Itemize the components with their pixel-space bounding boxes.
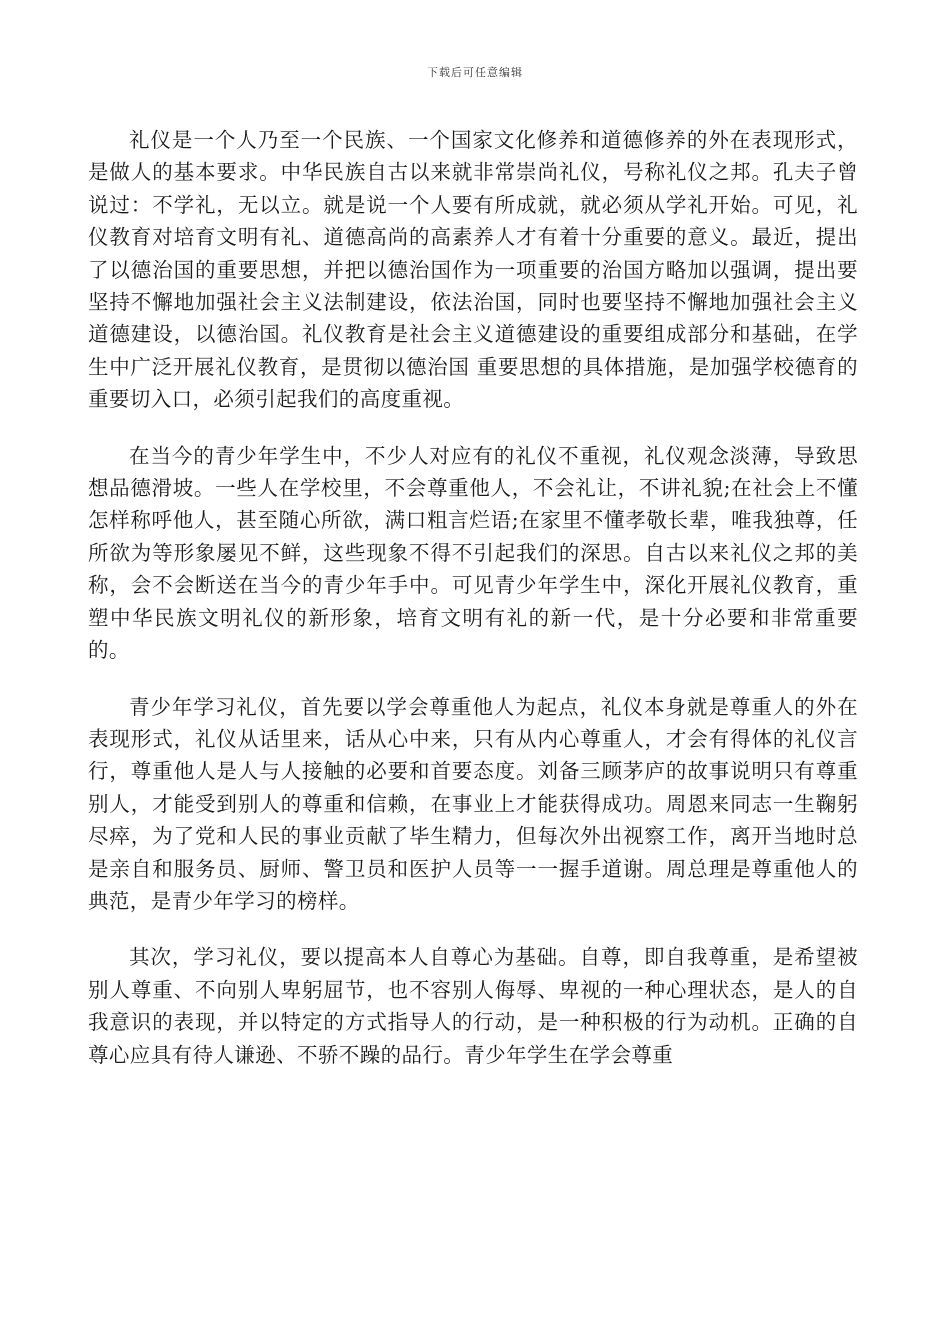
page-header-note: 下载后可任意编辑 bbox=[427, 66, 523, 79]
paragraph-1: 礼仪是一个人乃至一个民族、一个国家文化修养和道德修养的外在表现形式，是做人的基本要求。中华民族自古以来就非常崇尚礼仪，号称礼仪之邦。孔夫子曾说过：不学礼，无以立。就是说一个人要有所成就，就必须从学礼开始。可见，礼仪教育对培育文明有礼、道德高尚的高素养人才有着十分重要的意义。最近，提出了以德治国的重要思想，并把以德治国作为一项重要的治国方略加以强调，提出要坚持不懈地加强社会主义法制建设，依法治国，同时也要坚持不懈地加强社会主义道德建设，以德治国。礼仪教育是社会主义道德建设的重要组成部分和基础，在学生中广泛开展礼仪教育，是贯彻以德治国 重要思想的具体措施，是加强学校德育的重要切入口，必须引起我们的高度重视。 bbox=[88, 128, 858, 412]
paragraph-2: 在当今的青少年学生中，不少人对应有的礼仪不重视，礼仪观念淡薄，导致思想品德滑坡。一些人在学校里，不会尊重他人，不会礼让，不讲礼貌;在社会上不懂怎样称呼他人，甚至随心所欲，满口粗言烂语;在家里不懂孝敬长辈，唯我独尊，任所欲为等形象屡见不鲜，这些现象不得不引起我们的深思。自古以来礼仪之邦的美称，会不会断送在当今的青少年手中。可见青少年学生中，深化开展礼仪教育，重塑中华民族文明礼仪的新形象，培育文明有礼的新一代，是十分必要和非常重要的。 bbox=[88, 443, 858, 663]
document-body bbox=[88, 124, 858, 1095]
paragraph-3: 青少年学习礼仪，首先要以学会尊重他人为起点，礼仪本身就是尊重人的外在表现形式，礼仪从话里来，话从心中来，只有从内心尊重人，才会有得体的礼仪言行，尊重他人是人与人接触的必要和首要态度。刘备三顾茅庐的故事说明只有尊重别人，才能受到别人的尊重和信赖，在事业上才能获得成功。周恩来同志一生鞠躬尽瘁，为了党和人民的事业贡献了毕生精力，但每次外出视察工作，离开当地时总是亲自和服务员、厨师、警卫员和医护人员等一一握手道谢。周总理是尊重他人的典范，是青少年学习的榜样。 bbox=[88, 694, 858, 913]
paragraph-4: 其次，学习礼仪，要以提高本人自尊心为基础。自尊，即自我尊重，是希望被别人尊重、不向别人卑躬屈节，也不容别人侮辱、卑视的一种心理状态，是人的自我意识的表现，并以特定的方式指导人的行动，是一种积极的行为动机。正确的自尊心应具有待人谦逊、不骄不躁的品行。青少年学生在学会尊重 bbox=[88, 945, 858, 1067]
